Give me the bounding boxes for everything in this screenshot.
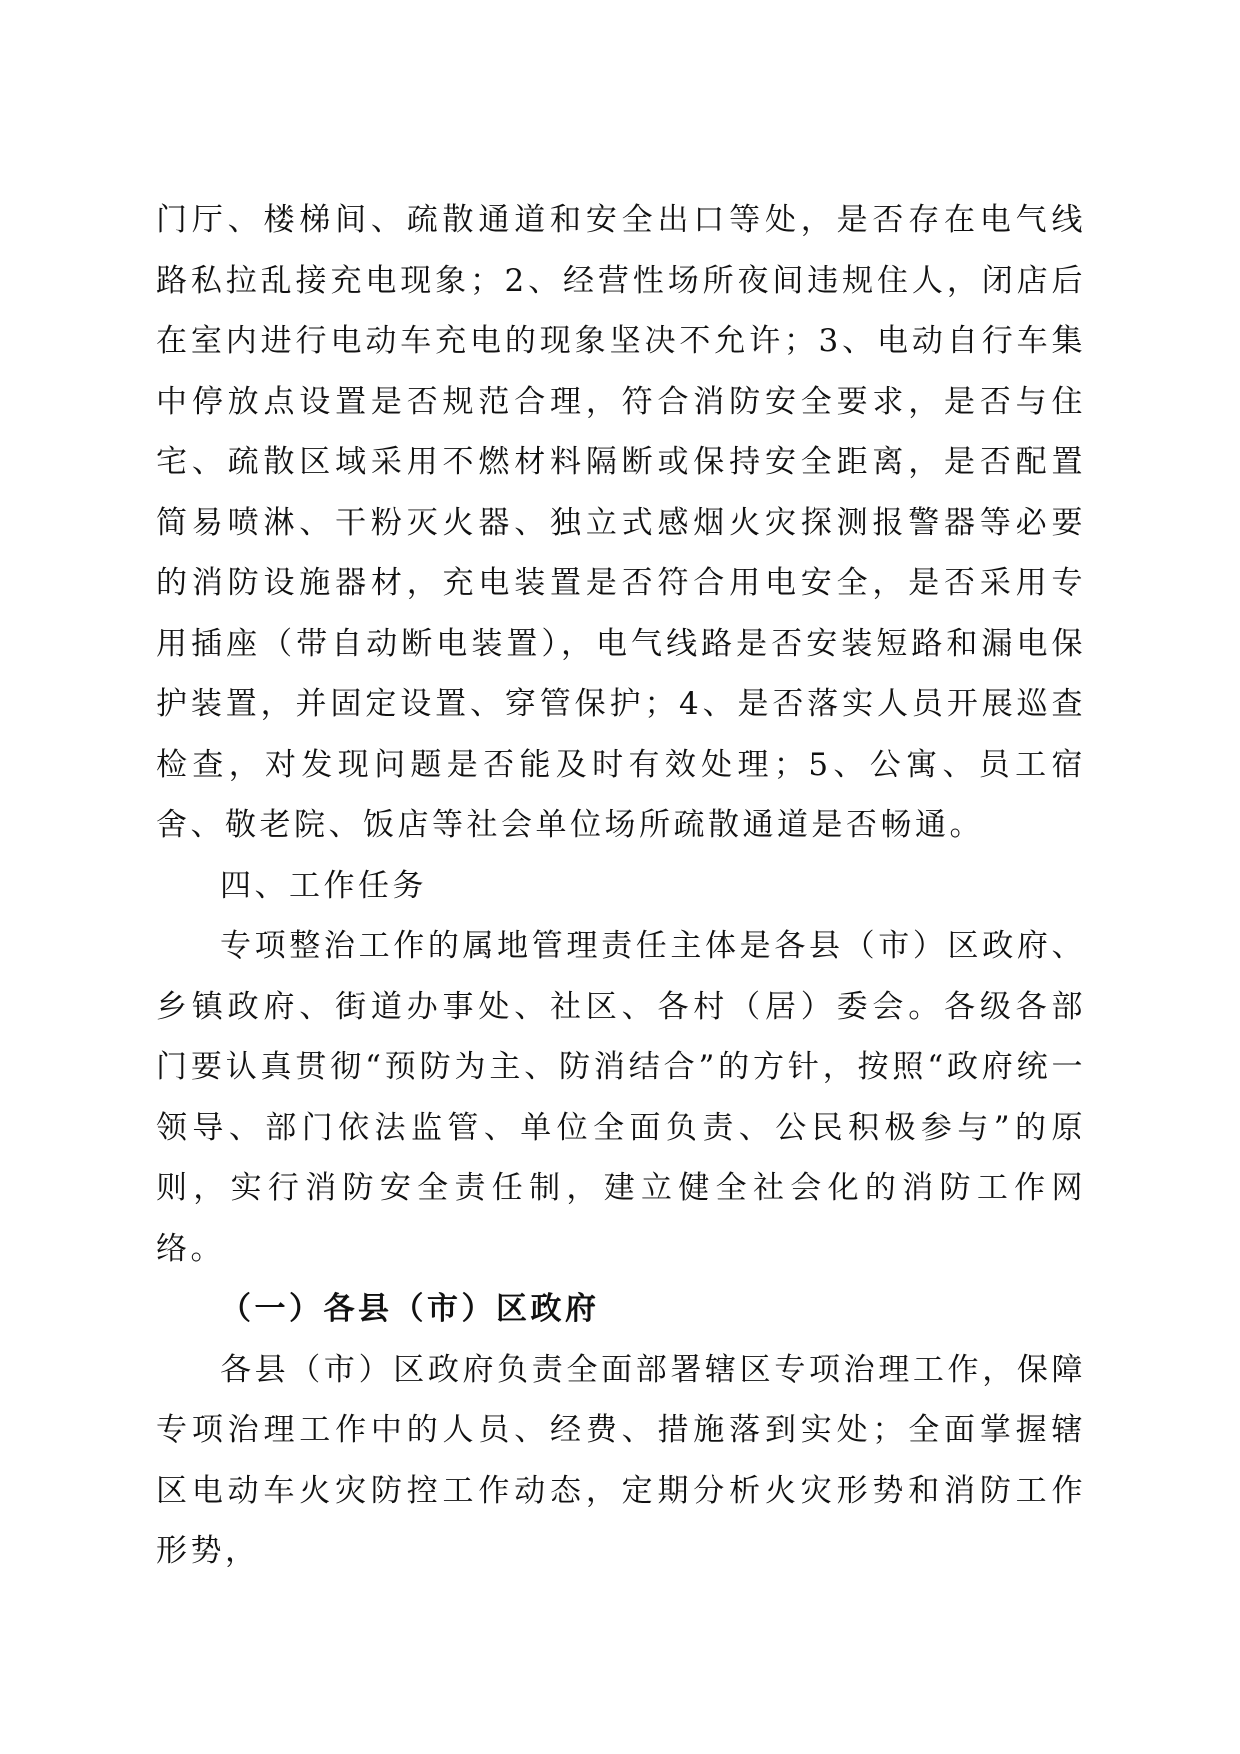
paragraph-responsibility: 专项整治工作的属地管理责任主体是各县（市）区政府、乡镇政府、街道办事处、社区、各村（居）委会。各级各部门要认真贯彻“预防为主、防消结合”的方针，按照“政府统一领导、部门依法监管、单位全面负责、公民积极参与”的原则，实行消防安全责任制，建立健全社会化的消防工作网络。 (156, 928, 1086, 1267)
section-heading-work-tasks: 四、工作任务 (220, 867, 427, 904)
document-body (156, 190, 1086, 1582)
subsection-heading-county-government: （一）各县（市）区政府 (220, 1291, 600, 1327)
paragraph-county-government-duties: 各县（市）区政府负责全面部署辖区专项治理工作，保障专项治理工作中的人员、经费、措施落到实处；全面掌握辖区电动车火灾防控工作动态，定期分析火灾形势和消防工作形势， (156, 1351, 1086, 1569)
paragraph-inspection-items: 门厅、楼梯间、疏散通道和安全出口等处，是否存在电气线路私拉乱接充电现象；2、经营性场所夜间违规住人，闭店后在室内进行电动车充电的现象坚决不允许；3、电动自行车集中停放点设置是否规范合理，符合消防安全要求，是否与住宅、疏散区域采用不燃材料隔断或保持安全距离，是否配置简易喷淋、干粉灭火器、独立式感烟火灾探测报警器等必要的消防设施器材，充电装置是否符合用电安全，是否采用专用插座（带自动断电装置），电气线路是否安装短路和漏电保护装置，并固定设置、穿管保护；4、是否落实人员开展巡查检查，对发现问题是否能及时有效处理；5、公寓、员工宿舍、敬老院、饭店等社会单位场所疏散通道是否畅通。 (156, 202, 1086, 843)
